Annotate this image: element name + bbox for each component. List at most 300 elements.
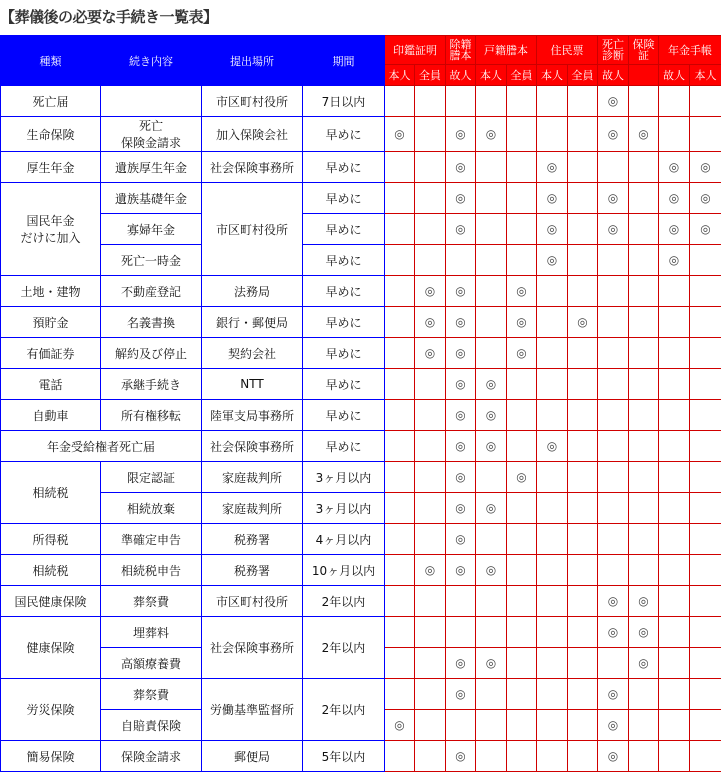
check-cell — [568, 183, 598, 214]
check-cell — [415, 400, 446, 431]
check-cell — [690, 462, 721, 493]
check-cell — [598, 648, 629, 679]
row-place: 市区町村役所 — [202, 586, 303, 617]
header-period: 期間 — [303, 36, 385, 86]
check-cell — [507, 183, 537, 214]
row-place: 市区町村役所 — [202, 86, 303, 117]
row-kind: 死亡届 — [1, 86, 101, 117]
check-cell — [690, 648, 721, 679]
row-place: 市区町村役所 — [202, 183, 303, 276]
row-content: 不動産登記 — [101, 276, 202, 307]
check-cell — [568, 369, 598, 400]
check-cell — [476, 276, 507, 307]
check-mark-icon: ◎ — [476, 117, 507, 152]
row-place: 家庭裁判所 — [202, 462, 303, 493]
check-cell — [415, 524, 446, 555]
check-cell — [598, 462, 629, 493]
table-row — [1, 679, 721, 710]
check-cell — [476, 586, 507, 617]
check-mark-icon: ◎ — [476, 369, 507, 400]
table-row — [1, 245, 721, 276]
check-mark-icon: ◎ — [537, 245, 568, 276]
check-cell — [415, 152, 446, 183]
check-cell — [629, 741, 659, 772]
check-cell — [507, 617, 537, 648]
check-cell — [507, 117, 537, 152]
row-kind: 健康保険 — [1, 617, 101, 679]
check-cell — [690, 493, 721, 524]
row-place: NTT — [202, 369, 303, 400]
check-cell — [690, 400, 721, 431]
check-cell — [476, 183, 507, 214]
row-period: 早めに — [303, 245, 385, 276]
check-mark-icon: ◎ — [629, 617, 659, 648]
check-cell — [537, 741, 568, 772]
row-kind: 電話 — [1, 369, 101, 400]
check-cell — [690, 307, 721, 338]
check-cell — [629, 307, 659, 338]
check-cell — [690, 741, 721, 772]
check-cell — [690, 524, 721, 555]
row-kind: 労災保険 — [1, 679, 101, 741]
table-row — [1, 338, 721, 369]
check-mark-icon: ◎ — [598, 741, 629, 772]
check-cell — [537, 555, 568, 586]
check-cell — [507, 679, 537, 710]
row-content: 名義書換 — [101, 307, 202, 338]
check-cell — [598, 245, 629, 276]
check-cell — [507, 152, 537, 183]
check-mark-icon: ◎ — [598, 183, 629, 214]
row-period: 5年以内 — [303, 741, 385, 772]
check-mark-icon: ◎ — [476, 648, 507, 679]
check-cell — [476, 524, 507, 555]
row-place: 加入保険会社 — [202, 117, 303, 152]
table-row — [1, 183, 721, 214]
check-cell — [659, 710, 690, 741]
table-row — [1, 555, 721, 586]
check-cell — [568, 86, 598, 117]
table-row — [1, 586, 721, 617]
row-kind: 国民年金 だけに加入 — [1, 183, 101, 276]
check-cell — [415, 493, 446, 524]
check-cell — [659, 524, 690, 555]
check-cell — [568, 555, 598, 586]
check-mark-icon: ◎ — [568, 307, 598, 338]
check-cell — [598, 524, 629, 555]
table-row — [1, 462, 721, 493]
check-mark-icon: ◎ — [629, 117, 659, 152]
check-cell — [629, 710, 659, 741]
check-cell — [568, 276, 598, 307]
check-cell — [568, 710, 598, 741]
row-content: 解約及び停止 — [101, 338, 202, 369]
check-cell — [415, 648, 446, 679]
table-row — [1, 86, 721, 117]
check-cell — [537, 524, 568, 555]
check-cell — [629, 152, 659, 183]
check-cell — [507, 586, 537, 617]
check-mark-icon: ◎ — [659, 214, 690, 245]
check-cell — [659, 741, 690, 772]
check-cell — [385, 183, 415, 214]
row-kind: 相続税 — [1, 462, 101, 524]
check-cell — [385, 648, 415, 679]
row-content: 限定認証 — [101, 462, 202, 493]
check-mark-icon: ◎ — [415, 555, 446, 586]
check-cell — [568, 586, 598, 617]
check-mark-icon: ◎ — [446, 741, 476, 772]
check-cell — [659, 679, 690, 710]
check-mark-icon: ◎ — [537, 431, 568, 462]
row-kind: 自動車 — [1, 400, 101, 431]
row-content: 葬祭費 — [101, 679, 202, 710]
check-cell — [415, 431, 446, 462]
check-cell — [629, 462, 659, 493]
check-cell — [507, 245, 537, 276]
check-cell — [629, 86, 659, 117]
check-cell — [476, 245, 507, 276]
check-cell — [659, 400, 690, 431]
check-cell — [507, 493, 537, 524]
check-cell — [507, 710, 537, 741]
row-period: 3ヶ月以内 — [303, 462, 385, 493]
check-cell — [690, 617, 721, 648]
row-kind: 厚生年金 — [1, 152, 101, 183]
check-cell — [507, 214, 537, 245]
row-kind: 預貯金 — [1, 307, 101, 338]
table-row — [1, 152, 721, 183]
check-cell — [476, 679, 507, 710]
check-cell — [598, 555, 629, 586]
row-content: 承継手続き — [101, 369, 202, 400]
subheader-cell: 本人 — [537, 65, 568, 86]
check-cell — [659, 307, 690, 338]
row-period: 早めに — [303, 369, 385, 400]
check-cell — [415, 214, 446, 245]
subheader-cell: 本人 — [385, 65, 415, 86]
check-mark-icon: ◎ — [446, 493, 476, 524]
check-cell — [659, 493, 690, 524]
check-cell — [476, 617, 507, 648]
check-mark-icon: ◎ — [598, 586, 629, 617]
row-place: 税務署 — [202, 555, 303, 586]
check-cell — [415, 679, 446, 710]
check-cell — [507, 431, 537, 462]
check-cell — [476, 741, 507, 772]
check-cell — [629, 276, 659, 307]
row-kind: 生命保険 — [1, 117, 101, 152]
check-cell — [598, 493, 629, 524]
row-period: 早めに — [303, 400, 385, 431]
row-content: 葬祭費 — [101, 586, 202, 617]
check-mark-icon: ◎ — [476, 555, 507, 586]
check-mark-icon: ◎ — [507, 462, 537, 493]
check-cell — [385, 679, 415, 710]
check-cell — [568, 245, 598, 276]
row-content: 所有権移転 — [101, 400, 202, 431]
check-cell — [415, 183, 446, 214]
check-cell — [659, 276, 690, 307]
check-cell — [446, 710, 476, 741]
check-mark-icon: ◎ — [476, 431, 507, 462]
check-cell — [537, 400, 568, 431]
row-place: 銀行・郵便局 — [202, 307, 303, 338]
row-place: 労働基準監督所 — [202, 679, 303, 741]
page-title: 【葬儀後の必要な手続き一覧表】 — [0, 5, 218, 29]
check-cell — [537, 117, 568, 152]
subheader-cell: 全員 — [415, 65, 446, 86]
check-cell — [446, 245, 476, 276]
check-mark-icon: ◎ — [507, 276, 537, 307]
check-cell — [568, 524, 598, 555]
check-cell — [568, 493, 598, 524]
check-cell — [537, 493, 568, 524]
header-seal-certificate: 印鑑証明 — [385, 36, 446, 65]
check-cell — [385, 400, 415, 431]
row-period: 早めに — [303, 152, 385, 183]
check-cell — [690, 86, 721, 117]
row-place: 郵便局 — [202, 741, 303, 772]
check-cell — [385, 307, 415, 338]
check-cell — [629, 338, 659, 369]
row-place: 税務署 — [202, 524, 303, 555]
check-cell — [507, 648, 537, 679]
check-mark-icon: ◎ — [598, 214, 629, 245]
check-mark-icon: ◎ — [446, 214, 476, 245]
check-cell — [385, 369, 415, 400]
check-cell — [659, 369, 690, 400]
check-cell — [385, 431, 415, 462]
check-mark-icon: ◎ — [415, 276, 446, 307]
row-content: 保険金請求 — [101, 741, 202, 772]
check-cell — [385, 86, 415, 117]
table-row — [1, 493, 721, 524]
check-cell — [568, 214, 598, 245]
check-cell — [446, 86, 476, 117]
check-cell — [629, 245, 659, 276]
row-kind: 国民健康保険 — [1, 586, 101, 617]
check-cell — [537, 338, 568, 369]
row-content: 寡婦年金 — [101, 214, 202, 245]
check-cell — [385, 741, 415, 772]
check-cell — [690, 117, 721, 152]
check-cell — [537, 648, 568, 679]
check-cell — [659, 555, 690, 586]
header-insurance-card: 保険 証 — [629, 36, 659, 65]
check-cell — [415, 710, 446, 741]
check-cell — [568, 617, 598, 648]
check-cell — [385, 586, 415, 617]
row-place: 法務局 — [202, 276, 303, 307]
check-cell — [598, 338, 629, 369]
check-mark-icon: ◎ — [446, 648, 476, 679]
check-cell — [476, 307, 507, 338]
check-cell — [415, 741, 446, 772]
table-row — [1, 741, 721, 772]
check-cell — [659, 117, 690, 152]
check-cell — [385, 214, 415, 245]
row-period: 10ヶ月以内 — [303, 555, 385, 586]
table-row — [1, 524, 721, 555]
check-cell — [446, 586, 476, 617]
subheader-cell: 本人 — [476, 65, 507, 86]
check-mark-icon: ◎ — [415, 338, 446, 369]
check-cell — [690, 679, 721, 710]
check-cell — [690, 586, 721, 617]
check-cell — [446, 617, 476, 648]
check-mark-icon: ◎ — [598, 679, 629, 710]
row-period: 7日以内 — [303, 86, 385, 117]
check-cell — [537, 307, 568, 338]
check-cell — [659, 431, 690, 462]
table-row — [1, 617, 721, 648]
row-place: 陸軍支局事務所 — [202, 400, 303, 431]
check-cell — [507, 741, 537, 772]
row-place: 社会保険事務所 — [202, 152, 303, 183]
row-place: 社会保険事務所 — [202, 431, 303, 462]
check-cell — [476, 152, 507, 183]
check-mark-icon: ◎ — [629, 648, 659, 679]
row-period: 早めに — [303, 276, 385, 307]
check-cell — [659, 617, 690, 648]
table-row — [1, 307, 721, 338]
check-cell — [537, 710, 568, 741]
check-mark-icon: ◎ — [476, 493, 507, 524]
check-cell — [568, 431, 598, 462]
table-row — [1, 431, 721, 462]
check-mark-icon: ◎ — [629, 586, 659, 617]
check-cell — [385, 462, 415, 493]
check-cell — [568, 117, 598, 152]
check-cell — [629, 679, 659, 710]
check-cell — [537, 586, 568, 617]
check-cell — [598, 431, 629, 462]
row-kind: 簡易保険 — [1, 741, 101, 772]
check-cell — [415, 586, 446, 617]
check-mark-icon: ◎ — [659, 152, 690, 183]
row-period: 2年以内 — [303, 586, 385, 617]
check-cell — [690, 555, 721, 586]
row-content — [101, 86, 202, 117]
header-content: 続き内容 — [101, 36, 202, 86]
check-cell — [537, 369, 568, 400]
row-kind: 土地・建物 — [1, 276, 101, 307]
row-content: 死亡一時金 — [101, 245, 202, 276]
row-period: 早めに — [303, 117, 385, 152]
header-removed-register: 除籍 謄本 — [446, 36, 476, 65]
check-mark-icon: ◎ — [385, 710, 415, 741]
row-kind: 相続税 — [1, 555, 101, 586]
check-cell — [415, 117, 446, 152]
subheader-cell: 故人 — [446, 65, 476, 86]
subheader-cell: 故人 — [598, 65, 629, 86]
header-place: 提出場所 — [202, 36, 303, 86]
check-cell — [537, 462, 568, 493]
row-kind: 所得税 — [1, 524, 101, 555]
check-cell — [537, 617, 568, 648]
row-content: 遺族厚生年金 — [101, 152, 202, 183]
check-cell — [568, 741, 598, 772]
row-place: 家庭裁判所 — [202, 493, 303, 524]
check-cell — [690, 369, 721, 400]
check-cell — [568, 338, 598, 369]
check-mark-icon: ◎ — [690, 214, 721, 245]
row-period: 4ヶ月以内 — [303, 524, 385, 555]
check-cell — [507, 86, 537, 117]
check-cell — [690, 276, 721, 307]
check-mark-icon: ◎ — [690, 183, 721, 214]
check-cell — [659, 648, 690, 679]
check-cell — [537, 276, 568, 307]
subheader-cell — [629, 65, 659, 86]
check-mark-icon: ◎ — [537, 214, 568, 245]
row-place: 社会保険事務所 — [202, 617, 303, 679]
row-content: 高額療養費 — [101, 648, 202, 679]
check-mark-icon: ◎ — [507, 307, 537, 338]
check-cell — [415, 86, 446, 117]
check-cell — [385, 245, 415, 276]
check-cell — [415, 617, 446, 648]
row-content: 死亡 保険金請求 — [101, 117, 202, 152]
row-period: 2年以内 — [303, 679, 385, 741]
table-row — [1, 117, 721, 152]
row-kind: 有価証券 — [1, 338, 101, 369]
row-content: 埋葬料 — [101, 617, 202, 648]
row-period: 早めに — [303, 307, 385, 338]
check-cell — [629, 183, 659, 214]
subheader-cell: 全員 — [568, 65, 598, 86]
subheader-cell: 本人 — [690, 65, 721, 86]
check-mark-icon: ◎ — [446, 152, 476, 183]
check-cell — [690, 245, 721, 276]
check-cell — [690, 431, 721, 462]
table-row — [1, 276, 721, 307]
check-cell — [385, 276, 415, 307]
header-death-certificate: 死亡 診断 — [598, 36, 629, 65]
check-cell — [568, 400, 598, 431]
check-cell — [476, 214, 507, 245]
header-kind: 種類 — [1, 36, 101, 86]
check-cell — [598, 369, 629, 400]
check-mark-icon: ◎ — [446, 369, 476, 400]
procedures-table — [0, 35, 721, 772]
check-mark-icon: ◎ — [446, 431, 476, 462]
check-cell — [629, 369, 659, 400]
check-cell — [537, 679, 568, 710]
check-mark-icon: ◎ — [537, 152, 568, 183]
row-place: 契約会社 — [202, 338, 303, 369]
check-cell — [598, 276, 629, 307]
check-cell — [385, 617, 415, 648]
check-cell — [385, 524, 415, 555]
row-period: 早めに — [303, 338, 385, 369]
check-cell — [476, 86, 507, 117]
check-cell — [629, 431, 659, 462]
header-family-register: 戸籍謄本 — [476, 36, 537, 65]
header-pension-book: 年金手帳 — [659, 36, 721, 65]
check-mark-icon: ◎ — [598, 117, 629, 152]
check-cell — [568, 152, 598, 183]
check-cell — [476, 462, 507, 493]
check-cell — [415, 245, 446, 276]
subheader-cell: 故人 — [659, 65, 690, 86]
check-cell — [537, 86, 568, 117]
check-mark-icon: ◎ — [446, 117, 476, 152]
check-cell — [385, 555, 415, 586]
check-cell — [476, 338, 507, 369]
check-mark-icon: ◎ — [476, 400, 507, 431]
